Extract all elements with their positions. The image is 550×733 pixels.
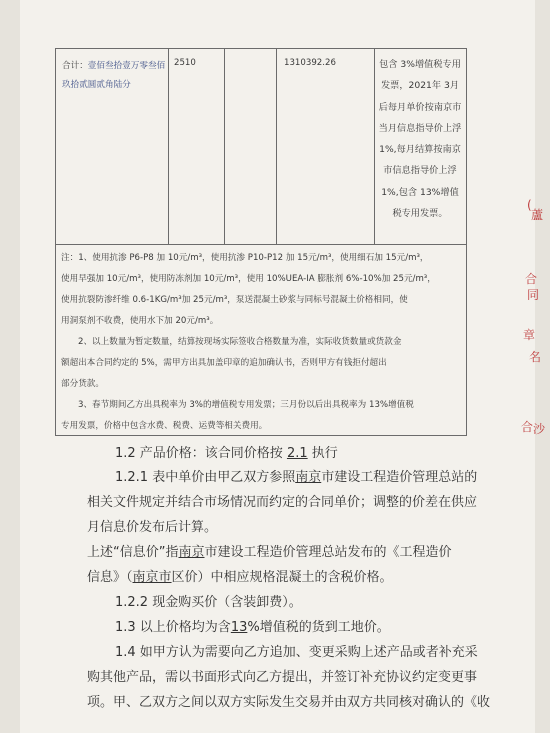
note-line: 额超出本合同约定的 5%，需甲方出具加盖印章的追加确认书，否则甲方有钱拒付超出 xyxy=(61,358,387,368)
tax-rate: 13 xyxy=(230,620,248,635)
note-line: 用洞泵剂不收费，使用水下加 20元/m³。 xyxy=(61,316,219,326)
notes-cell xyxy=(56,245,466,435)
column-divider xyxy=(224,49,225,244)
price-basis-value: 2.1 xyxy=(286,446,308,461)
note-line: 注：1、使用抗渗 P6-P8 加 10元/m³，使用抗渗 P10-P12 加 15元/m³，使用细石加 15元/m³， xyxy=(61,253,429,263)
clause-1-3: 1.3 以上价格均为含13%增值税的货到工地价。 xyxy=(115,620,390,635)
clause-1-2-1: 1.2.1 表中单价由甲乙双方参照南京市建设工程造价管理总站的 xyxy=(115,470,478,485)
note-line: 部分货款。 xyxy=(61,379,104,389)
note-line: 2、以上数量为暂定数量，结算按现场实际签收合格数量为准，实际收货数量或货款金 xyxy=(78,337,402,347)
total-quantity: 2510 xyxy=(174,58,196,68)
clause-1-2: 1.2 产品价格：该合同价格按 2.1 执行 xyxy=(115,446,338,461)
note-line: 3、春节期间乙方出具税率为 3%的增值税专用发票；三月份以后出具税率为 13%增值税 xyxy=(78,400,414,410)
body-line: 相关文件规定并结合市场情况而约定的合同单价；调整的价差在供应 xyxy=(87,495,478,510)
total-row xyxy=(56,49,466,245)
body-line: 月信息价发布后计算。 xyxy=(87,520,218,535)
body-line: 信息》（南京市区价）中相应规格混凝土的含税价格。 xyxy=(87,570,393,585)
total-label: 合计： xyxy=(62,61,88,71)
note-line: 专用发票，价格中包含水费、税费、运费等相关费用。 xyxy=(61,421,268,431)
column-divider xyxy=(276,49,277,244)
city-name: 南京 xyxy=(295,470,322,485)
total-amount: 1310392.26 xyxy=(284,58,336,68)
remark-cell: 包含 3%增值税专用发票，2021年 3月后每月单价按南京市当月信息指导价上浮 1%,每月结算按南京市信息指导价上浮 1%,包含 13%增值税专用发票。 xyxy=(378,59,462,220)
price-table xyxy=(55,48,467,436)
clause-1-2-2: 1.2.2 现金购买价（含装卸费）。 xyxy=(115,595,302,610)
info-price-definition: 上述“信息价”指南京市建设工程造价管理总站发布的《工程造价 xyxy=(87,545,452,560)
total-amount-words: 壹佰叁拾壹万零叁佰玖拾贰圆贰角陆分 xyxy=(62,61,166,90)
city-name: 南京市 xyxy=(132,570,172,585)
column-divider xyxy=(374,49,375,244)
note-line: 使用抗裂防渗纤维 0.6-1KG/m³加 25元/m³，泵送混凝土砂浆与同标号混凝土价格相同，使 xyxy=(61,295,408,305)
note-line: 使用早强加 10元/m³，使用防冻剂加 10元/m³，使用 10%UEA-IA 膨胀剂 6%-10%加 25元/m³， xyxy=(61,274,436,284)
total-label-cell xyxy=(62,57,172,95)
clause-1-4: 1.4 如甲方认为需要向乙方追加、变更采购上述产品或者补充采 xyxy=(115,645,478,660)
body-line: 购其他产品，需以书面形式向乙方提出，并签订补充协议约定变更事 xyxy=(87,670,478,685)
body-line: 项。甲、乙双方之间以双方实际发生交易并由双方共同核对确认的《收 xyxy=(87,695,491,710)
seal-stamp: ( 蘆 合 同 章 名 合 沙 xyxy=(521,198,546,436)
city-name: 南京 xyxy=(178,545,205,560)
